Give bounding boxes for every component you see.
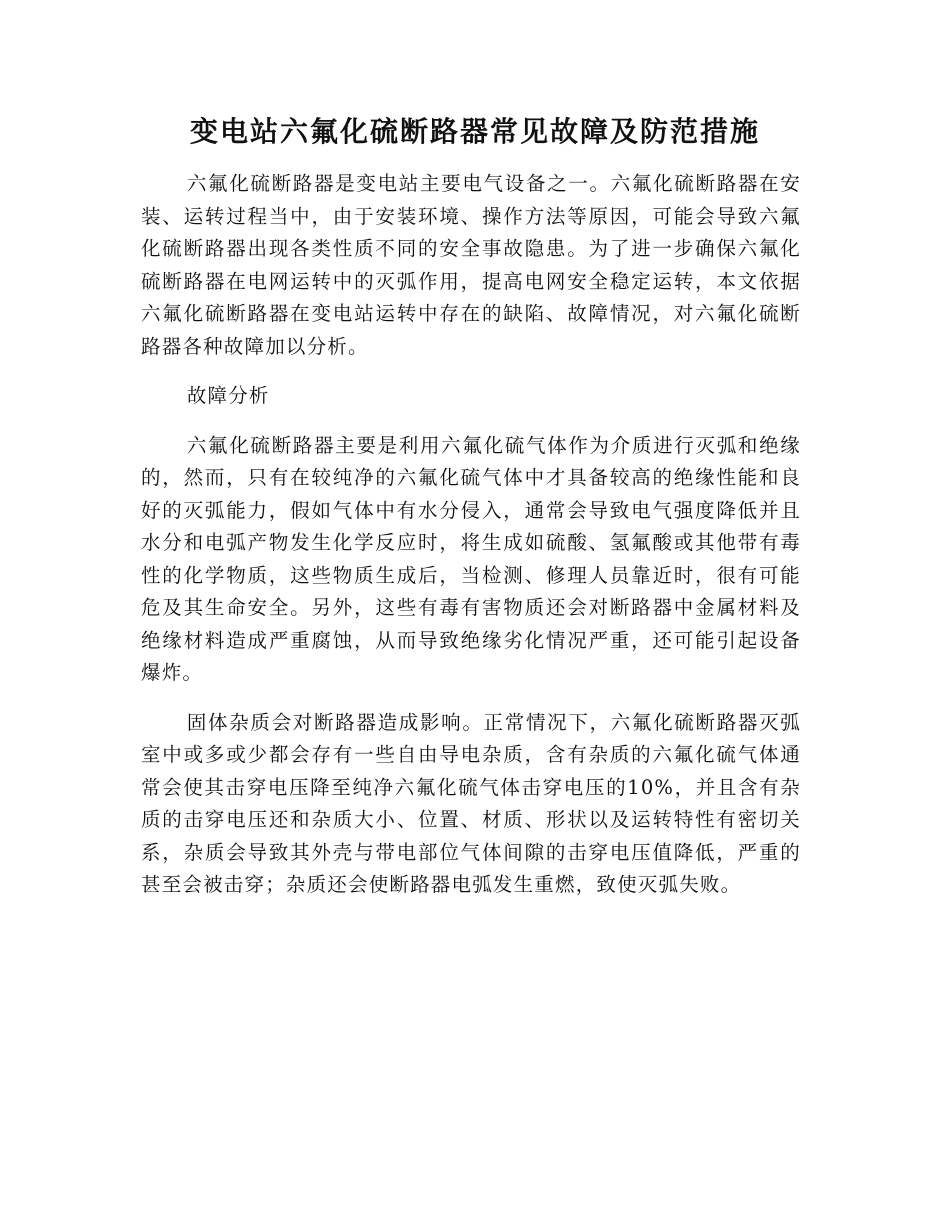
document-title: 变电站六氟化硫断路器常见故障及防范措施 (189, 115, 760, 148)
moisture-paragraph: 六氟化硫断路器主要是利用六氟化硫气体作为介质进行灭弧和绝缘的，然而，只有在较纯净的六氟化硫气体中才具备较高的绝缘性能和良好的灭弧能力，假如气体中有水分侵入，通常会导致电气强度降低并且水分和电弧产物发生化学反应时，将生成如硫酸、氢氟酸或其他带有毒性的化学物质，这些物质生成后，当检测、修理人员靠近时，很有可能危及其生命安全。另外，这些有毒有害物质还会对断路器中金属材料及绝缘材料造成严重腐蚀，从而导致绝缘劣化情况严重，还可能引起设备爆炸。 (141, 433, 801, 684)
section-heading: 故障分析 (186, 384, 270, 407)
impurity-paragraph: 固体杂质会对断路器造成影响。正常情况下，六氟化硫断路器灭弧室中或多或少都会存有一些自由导电杂质，含有杂质的六氟化硫气体通常会使其击穿电压降至纯净六氟化硫气体击穿电压的10%，并且含有杂质的击穿电压还和杂质大小、位置、材质、形状以及运转特性有密切关系，杂质会导致其外壳与带电部位气体间隙的击穿电压值降低，严重的甚至会被击穿；杂质还会使断路器电弧发生重燃，致使灭弧失败。 (141, 710, 801, 896)
document-body (141, 168, 801, 902)
paragraph-spacer (141, 413, 801, 430)
paragraph-spacer (141, 363, 801, 380)
intro-paragraph: 六氟化硫断路器是变电站主要电气设备之一。六氟化硫断路器在安装、运转过程当中，由于安装环境、操作方法等原因，可能会导致六氟化硫断路器出现各类性质不同的安全事故隐患。为了进一步确保六氟化硫断路器在电网运转中的灭弧作用，提高电网安全稳定运转，本文依据六氟化硫断路器在变电站运转中存在的缺陷、故障情况，对六氟化硫断路器各种故障加以分析。 (141, 172, 801, 358)
paragraph-spacer (141, 690, 801, 707)
